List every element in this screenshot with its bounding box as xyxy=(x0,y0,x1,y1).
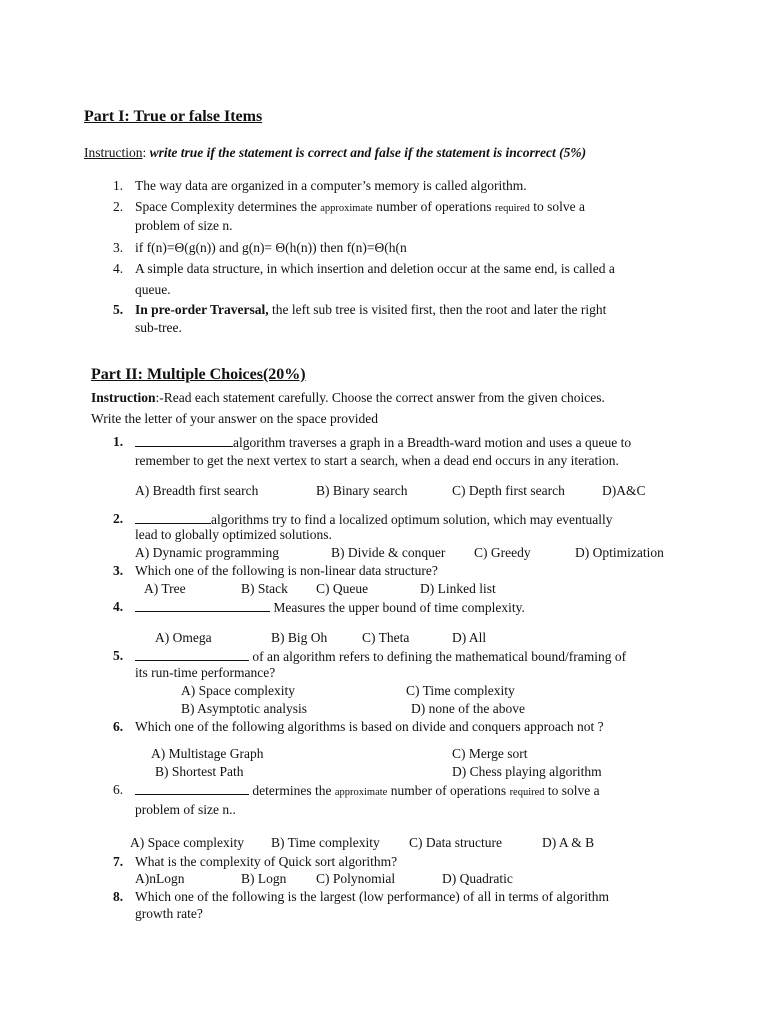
question-2: algorithms try to find a localized optimum solution, which may eventually xyxy=(135,511,613,528)
question-6: Which one of the following algorithms is based on divide and conquers approach not ? xyxy=(135,719,604,734)
part1-instruction: Instruction: write true if the statement is correct and false if the statement is incorrect (5%) xyxy=(84,145,587,160)
question-3: Which one of the following is non-linear data structure? xyxy=(135,563,438,578)
question-7: What is the complexity of Quick sort algorithm? xyxy=(135,854,398,869)
question-1: algorithm traverses a graph in a Breadth-ward motion and uses a queue to xyxy=(135,434,631,451)
question-8: Which one of the following is the largest (low performance) of all in terms of algorithm xyxy=(135,889,609,904)
part2-instruction: Instruction:-Read each statement carefully. Choose the correct answer from the given choices. xyxy=(91,390,605,405)
answer-blank[interactable] xyxy=(135,782,249,795)
part1-instruction-text: write true if the statement is correct and false if the statement is incorrect (5%) xyxy=(149,145,587,160)
question-6b: determines the approximate number of operations required to solve a xyxy=(135,782,600,801)
part1-instruction-label: Instruction xyxy=(84,145,143,160)
question-4: Measures the upper bound of time complexity. xyxy=(135,599,525,616)
answer-blank[interactable] xyxy=(135,511,211,524)
tf-item-3: if f(n)=Θ(g(n)) and g(n)= Θ(h(n)) then f(n)=Θ(h(n xyxy=(135,240,407,255)
tf-item-4: A simple data structure, in which insertion and deletion occur at the same end, is called a xyxy=(135,261,615,276)
tf-item-5: In pre-order Traversal, the left sub tree is visited first, then the root and later the right xyxy=(135,302,607,317)
part1-title: Part I: True or false Items xyxy=(84,108,263,125)
question-5: of an algorithm refers to defining the mathematical bound/framing of xyxy=(135,648,626,665)
tf-item-1: The way data are organized in a computer’s memory is called algorithm. xyxy=(135,178,527,193)
answer-blank[interactable] xyxy=(135,648,249,661)
answer-blank[interactable] xyxy=(135,599,270,612)
part2-title: Part II: Multiple Choices(20%) xyxy=(91,366,306,383)
answer-blank[interactable] xyxy=(135,434,233,447)
document-page: Part I: True or false Items Instruction: write true if the statement is correct and false if the statement is incorrect (5%) 1. The way data are organized in a computer’s memory is called algorithm. 2. Space Complexity determines the approximate number of operations required to solve a problem of size n. 3. if f(n)=Θ(g(n)) and g(n)= Θ(h(n)) then f(n)=Θ(h(n 4. A simple data structure, in which insertion and deletion occur at the same end, is called a queue. 5. In pre-order Traversal, the left sub tree is visited first, then the root and later the right sub-tree. Part II: Multiple Choices(20%) Instruction:-Read each statement carefully. Choose the correct answer from the given choices. Write the letter of your answer on the space provided 1. algorithm traverses a graph in a Breadth-ward motion and uses a queue to remember to get the next vertex to start a search, when a dead end occurs in any iteration. A) Breadth first search B) Binary search C) Depth first search D)A&C 2. algorithms try to find a localized optimum solution, which may eventually lead to globally optimized solutions. A) Dynamic programming B) Divide & conquer C) Greedy D) Optimization 3. Which one of the following is non-linear data structure? A) Tree B) Stack C) Queue D) Linked list 4. Measures the upper bound of time complexity. A) Omega B) Big Oh C) Theta D) All 5. of an algorithm refers to defining the mathematical bound/framing of its run-time performance? A) Space complexity C) Time complexity B) Asymptotic analysis D) none of the above 6. Which one of the following algorithms is based on divide and conquers approach not ? A) Multistage Graph C) Merge sort B) Shortest Path D) Chess playing algorithm 6. determines the approximate number of operations required to solve a problem of size n.. A) Space complexity B) Time complexity C) Data structure D) A & B 7. What is the complexity of Quick sort algorithm? A)nLogn B) Logn C) Polynomial D) Quadratic 8. Which one of the following is the largest (low performance) of all in terms of algorithm growth rate? xyxy=(84,108,664,921)
tf-item-2: Space Complexity determines the approximate number of operations required to solve a xyxy=(135,199,586,214)
